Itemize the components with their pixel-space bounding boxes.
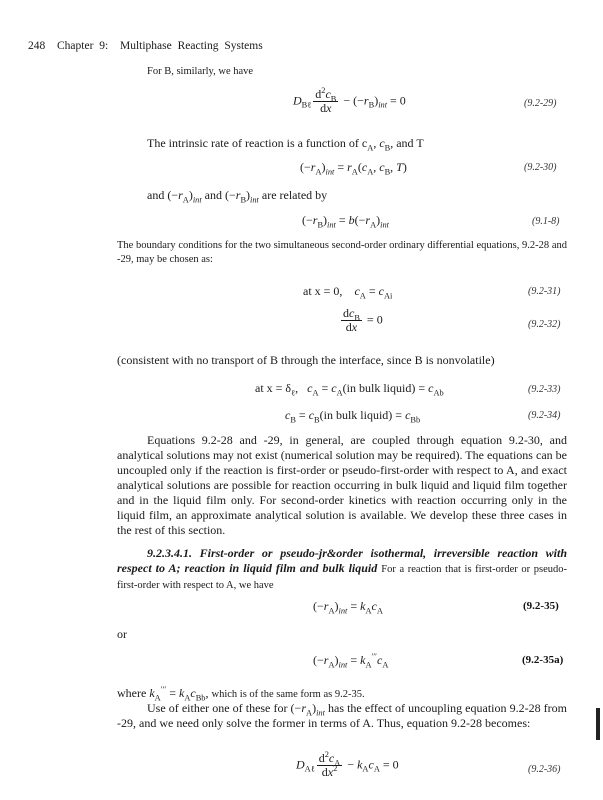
page-number: 248 [28,40,46,52]
text-intrinsic: The intrinsic rate of reaction is a function of $c_A$, $c_B$, and T [147,136,424,153]
chapter-label: Chapter 9: [57,40,109,52]
equation-number: (9.2-35a) [522,654,564,666]
equation-number: (9.2-34) [528,410,561,421]
text-or: or [117,627,127,641]
text-for-b: For B, similarly, we have [147,66,254,77]
equation-9-2-31: at x = 0, $c_A = c_{Ai}$ [303,284,393,301]
text-related: and $(-r_A)_{int}$ and $(-r_B)_{int}$ are related by [147,188,328,205]
equation-9-2-36: $D_{A\ell}$ $\frac{d^2c_A}{dx^2}$ − $k_Ac_A = 0$ [296,750,399,779]
equation-number: (9.2-30) [524,162,557,173]
equation-number: (9.2-32) [528,319,561,330]
chapter-title: Multiphase Reacting Systems [119,40,263,52]
equation-number: (9.2-31) [528,286,561,297]
equation-9-2-30: $(-r_A)_{int} = r_A(c_A$, $c_B$, T) [300,160,407,177]
section-heading-paragraph: 9.2.3.4.1. First-order or pseudo-jr&order isothermal, irreversible reaction with respect to A; reaction in liquid film and bulk liquid For a reaction that is first-order or pseudo-first-order with respect to A, we have [117,546,567,591]
equation-9-2-29: $D_{B\ell}$ $\frac{d^2c_B}{dx}$ − $(-r_B)_{int} = 0$ [293,86,406,115]
equation-9-2-33: at $x = \delta_\ell$, $c_A = c_A(in$ bulk liquid) = $c_{Ab}$ [255,381,444,398]
section-heading: 9.2.3.4.1. First-order or pseudo-jr&order isothermal, irreversible reaction with respect to A; reaction in liquid film and bulk liquid [117,546,567,575]
text-boundary: The boundary conditions for the two simultaneous second-order ordinary differential equations, 9.2-28 and -29, may be chosen as: [117,240,567,265]
equation-number: (9.2-35) [523,600,559,612]
text-consistent: (consistent with no transport of B through the interface, since B is nonvolatile) [117,353,495,367]
equation-9-2-32: $\frac{dc_B}{dx}$ = 0 [343,306,383,334]
margin-scan-mark [596,708,600,740]
equation-number: (9.1-8) [532,216,560,227]
equation-9-2-35a: $(-r_A)_{int} = k_A'''c_A$ [313,652,389,670]
text-where: where $k_A''' = k_Ac_{Bb}$, which is of the same form as 9.2-35. [117,685,365,703]
running-header [28,40,263,52]
equation-number: (9.2-29) [524,98,557,109]
equation-9-1-8: $(-r_B)_{int} = b(-r_A)_{int}$ [302,213,389,230]
text-use-paragraph: Use of either one of these for $(-r_A)_{int}$ has the effect of uncoupling equation 9.2-28 from -29, and we need only solve the former in terms of A. Thus, equation 9.2-28 becomes: [117,701,567,730]
text-equations-paragraph: Equations 9.2-28 and -29, in general, are coupled through equation 9.2-30, and analytical solutions may not exist (numerical solution may be required). The equations can be uncoupled only if the reaction is first-order or pseudo-first-order with respect to A, and exact analytical solutions are possible for reaction occurring in bulk liquid and liquid film together and in the liquid film only. For second-order kinetics with reaction occurring only in the liquid film, an approximate analytical solution is available. We develop these three cases in the rest of this section. [117,433,567,537]
equation-number: (9.2-33) [528,384,561,395]
equation-9-2-34: $c_B = c_B(in$ bulk liquid) = $c_{Bb}$ [285,408,421,425]
equation-9-2-35: $(-r_A)_{int} = k_Ac_A$ [313,599,383,616]
equation-number: (9.2-36) [528,764,561,775]
